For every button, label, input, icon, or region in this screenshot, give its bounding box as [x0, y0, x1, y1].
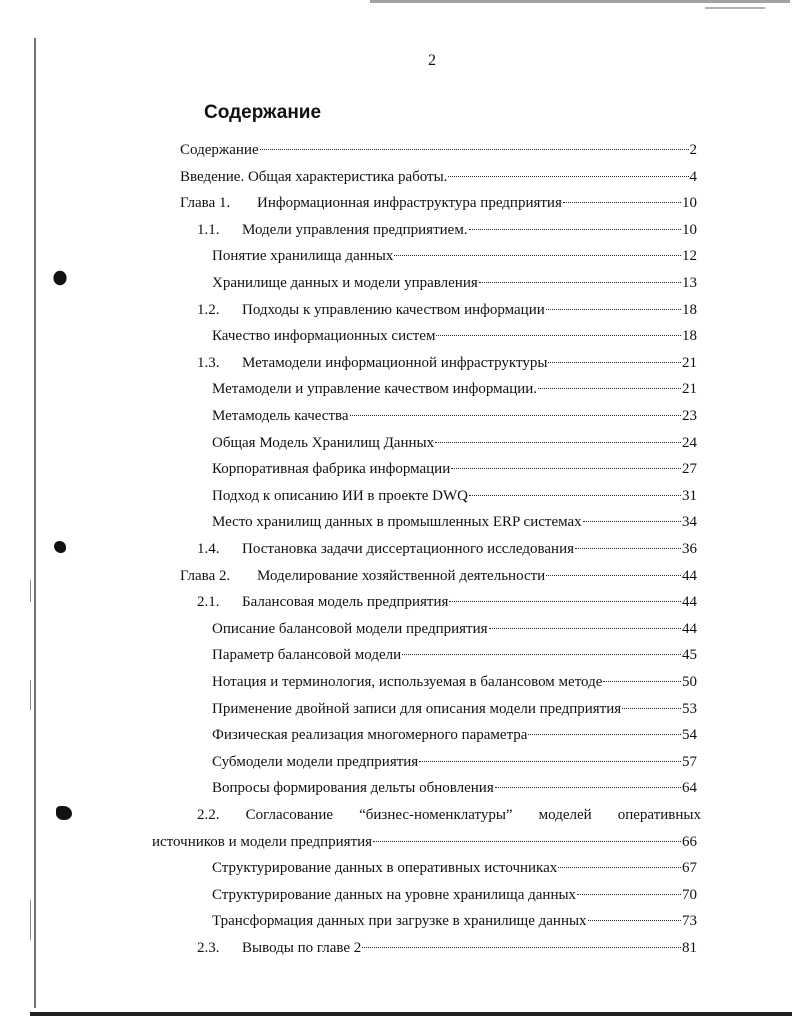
toc-entry-page: 53	[682, 700, 697, 717]
binding-hole-mark	[54, 541, 66, 553]
toc-entry[interactable]	[212, 459, 697, 479]
toc-entry-title: Качество информационных систем	[212, 328, 436, 345]
toc-entry-title: Параметр балансовой модели	[212, 647, 402, 664]
toc-entry[interactable]	[212, 885, 697, 905]
toc-entry-page: 54	[682, 727, 697, 744]
toc-entry-page: 70	[682, 886, 697, 903]
toc-entry-title: Субмодели модели предприятия	[212, 753, 419, 770]
toc-entry[interactable]	[197, 300, 697, 320]
toc-dot-leader	[577, 894, 681, 895]
toc-dot-leader	[489, 628, 681, 629]
scan-artifact-tick	[30, 680, 31, 710]
toc-dot-leader	[419, 761, 681, 762]
toc-entry[interactable]	[180, 140, 697, 160]
toc-entry-number: 1.2.	[197, 301, 220, 318]
toc-dot-leader	[350, 415, 681, 416]
toc-dot-leader	[373, 841, 681, 842]
toc-entry[interactable]	[212, 406, 697, 426]
toc-entry-page: 36	[682, 541, 697, 557]
toc-entry-page: 50	[682, 674, 697, 690]
toc-dot-leader	[469, 495, 681, 496]
toc-entry[interactable]	[180, 167, 697, 187]
toc-entry-title: Подход к описанию ИИ в проекте DWQ	[212, 487, 469, 504]
toc-dot-leader	[479, 282, 681, 283]
toc-entry-title: Метамодели информационной инфраструктуры	[242, 354, 548, 371]
toc-dot-leader	[451, 468, 681, 469]
scan-artifact-top-small	[705, 7, 765, 9]
toc-entry-page: 44	[682, 594, 697, 611]
toc-entry-title: Подходы к управлению качеством информации	[242, 301, 545, 318]
toc-entry-title-word: моделей	[538, 807, 592, 823]
toc-dot-leader	[260, 149, 689, 150]
toc-entry-title: Метамодель качества	[212, 408, 349, 424]
binding-hole-mark	[56, 806, 72, 820]
toc-entry-number: 2.2.	[197, 807, 220, 823]
toc-dot-leader	[469, 229, 681, 230]
toc-entry-title: Хранилище данных и модели управления	[212, 275, 478, 291]
toc-entry-page: 67	[682, 860, 697, 877]
toc-entry-title: Постановка задачи диссертационного исследования	[242, 541, 574, 557]
toc-dot-leader	[546, 309, 681, 310]
toc-entry-page: 24	[682, 434, 697, 451]
scan-artifact-tick	[30, 580, 31, 602]
toc-entry[interactable]	[212, 619, 697, 639]
toc-entry[interactable]	[212, 246, 697, 266]
toc-dot-leader	[603, 681, 681, 682]
toc-entry-page: 27	[682, 461, 697, 478]
toc-dot-leader	[448, 176, 688, 177]
toc-entry-page: 31	[682, 487, 697, 504]
toc-entry-page: 13	[682, 275, 697, 291]
toc-entry-page: 64	[682, 780, 697, 797]
toc-entry-title: Корпоративная фабрика информации	[212, 461, 451, 478]
toc-entry[interactable]	[212, 672, 697, 692]
toc-entry-title: Нотация и терминология, используемая в балансовом методе	[212, 674, 603, 690]
toc-dot-leader	[528, 734, 681, 735]
toc-entry-page: 21	[682, 354, 697, 371]
toc-entry-title-word: Согласование	[245, 807, 334, 823]
toc-entry-title: Структурирование данных в оперативных источниках	[212, 860, 558, 877]
toc-entry-title: Трансформация данных при загрузке в хранилище данных	[212, 913, 587, 930]
scan-artifact-top	[370, 0, 790, 3]
toc-entry-title: Применение двойной записи для описания модели предприятия	[212, 700, 622, 717]
toc-dot-leader	[622, 708, 681, 709]
toc-dot-leader	[436, 335, 681, 336]
toc-entry-number: 2.3.	[197, 940, 220, 956]
toc-entry-page: 73	[682, 913, 697, 930]
toc-entry-page: 18	[682, 328, 697, 345]
toc-entry-page: 18	[682, 301, 697, 318]
toc-dot-leader	[449, 601, 681, 602]
toc-entry[interactable]	[197, 539, 697, 559]
toc-entry[interactable]	[212, 778, 697, 798]
toc-entry[interactable]	[212, 433, 697, 453]
binding-hole-mark	[53, 271, 66, 285]
toc-entry-title: Описание балансовой модели предприятия	[212, 620, 488, 637]
toc-entry-title: Физическая реализация многомерного параметра	[212, 727, 528, 744]
toc-dot-leader	[394, 255, 681, 256]
toc-entry-number: 1.4.	[197, 541, 220, 557]
toc-entry[interactable]	[212, 911, 697, 931]
toc-entry[interactable]	[212, 379, 697, 399]
toc-entry-title: Введение. Общая характеристика работы.	[180, 168, 448, 185]
toc-entry-page: 12	[682, 248, 697, 265]
toc-entry-title: Модели управления предприятием.	[242, 221, 468, 238]
toc-entry-page: 10	[682, 221, 697, 238]
toc-dot-leader	[575, 548, 681, 549]
toc-dot-leader	[563, 202, 681, 203]
scan-artifact-left-edge	[34, 38, 36, 1008]
toc-entry-wrapped[interactable]	[152, 805, 701, 852]
toc-entry-page: 21	[682, 381, 697, 398]
toc-dot-leader	[558, 867, 681, 868]
toc-entry-title: Информационная инфраструктура предприятия	[257, 195, 562, 212]
toc-entry[interactable]	[197, 353, 697, 373]
toc-entry[interactable]	[212, 273, 697, 293]
toc-entry[interactable]	[197, 592, 697, 612]
toc-entry[interactable]	[212, 645, 697, 665]
toc-entry-number: 1.3.	[197, 354, 220, 371]
toc-dot-leader	[435, 442, 681, 443]
toc-entry-title: Общая Модель Хранилищ Данных	[212, 434, 435, 451]
toc-entry-page: 81	[682, 940, 697, 956]
toc-entry-title: Вопросы формирования дельты обновления	[212, 780, 494, 797]
toc-entry[interactable]	[180, 566, 697, 586]
toc-entry-page: 23	[682, 408, 697, 424]
toc-entry[interactable]	[212, 752, 697, 772]
toc-entry[interactable]	[197, 938, 697, 958]
toc-entry-title-word: оперативных	[617, 807, 701, 823]
toc-entry-title: Место хранилищ данных в промышленных ERP системах	[212, 514, 582, 531]
toc-entry[interactable]	[212, 699, 697, 719]
toc-entry-title: Содержание	[180, 142, 259, 158]
toc-dot-leader	[548, 362, 681, 363]
toc-entry-number: 2.1.	[197, 594, 220, 611]
toc-entry-number: Глава 2.	[180, 567, 231, 584]
toc-entry-page: 2	[689, 142, 697, 158]
toc-title: Содержание	[204, 102, 322, 123]
toc-dot-leader	[583, 521, 681, 522]
toc-entry-page: 45	[682, 647, 697, 664]
toc-entry[interactable]	[180, 193, 697, 213]
toc-entry-title: Выводы по главе 2	[242, 940, 362, 956]
toc-entry-title: Метамодели и управление качеством информации.	[212, 381, 538, 398]
toc-entry[interactable]	[212, 725, 697, 745]
toc-entry-page: 4	[689, 168, 697, 185]
scan-artifact-bottom-edge	[30, 1012, 792, 1016]
toc-entry-page: 44	[682, 567, 697, 584]
toc-entry[interactable]	[212, 486, 697, 506]
toc-entry-page: 57	[682, 753, 697, 770]
toc-dot-leader	[546, 575, 681, 576]
toc-entry[interactable]	[212, 512, 697, 532]
toc-entry-title: Структурирование данных на уровне хранилища данных	[212, 886, 577, 903]
toc-entry-number: Глава 1.	[180, 195, 231, 212]
scan-artifact-tick	[30, 900, 31, 940]
toc-dot-leader	[362, 947, 681, 948]
toc-dot-leader	[495, 787, 681, 788]
toc-entry-page: 44	[682, 620, 697, 637]
toc-entry-page: 10	[682, 195, 697, 212]
toc-entry-title: источников и модели предприятия	[152, 833, 373, 850]
toc-entry-title: Балансовая модель предприятия	[242, 594, 449, 611]
toc-entry-title-word: “бизнес-номенклатуры”	[359, 807, 513, 823]
toc-entry[interactable]	[197, 220, 697, 240]
toc-entry[interactable]	[212, 858, 697, 878]
toc-entry-title: Моделирование хозяйственной деятельности	[257, 567, 546, 584]
toc-dot-leader	[538, 388, 681, 389]
toc-dot-leader	[402, 654, 681, 655]
toc-entry-title: Понятие хранилища данных	[212, 248, 394, 265]
toc-entry-number: 1.1.	[197, 221, 220, 238]
toc-entry[interactable]	[212, 326, 697, 346]
page-number: 2	[428, 52, 436, 69]
toc-entry-page: 34	[682, 514, 697, 531]
toc-dot-leader	[588, 920, 681, 921]
toc-entry-page: 66	[682, 833, 697, 850]
